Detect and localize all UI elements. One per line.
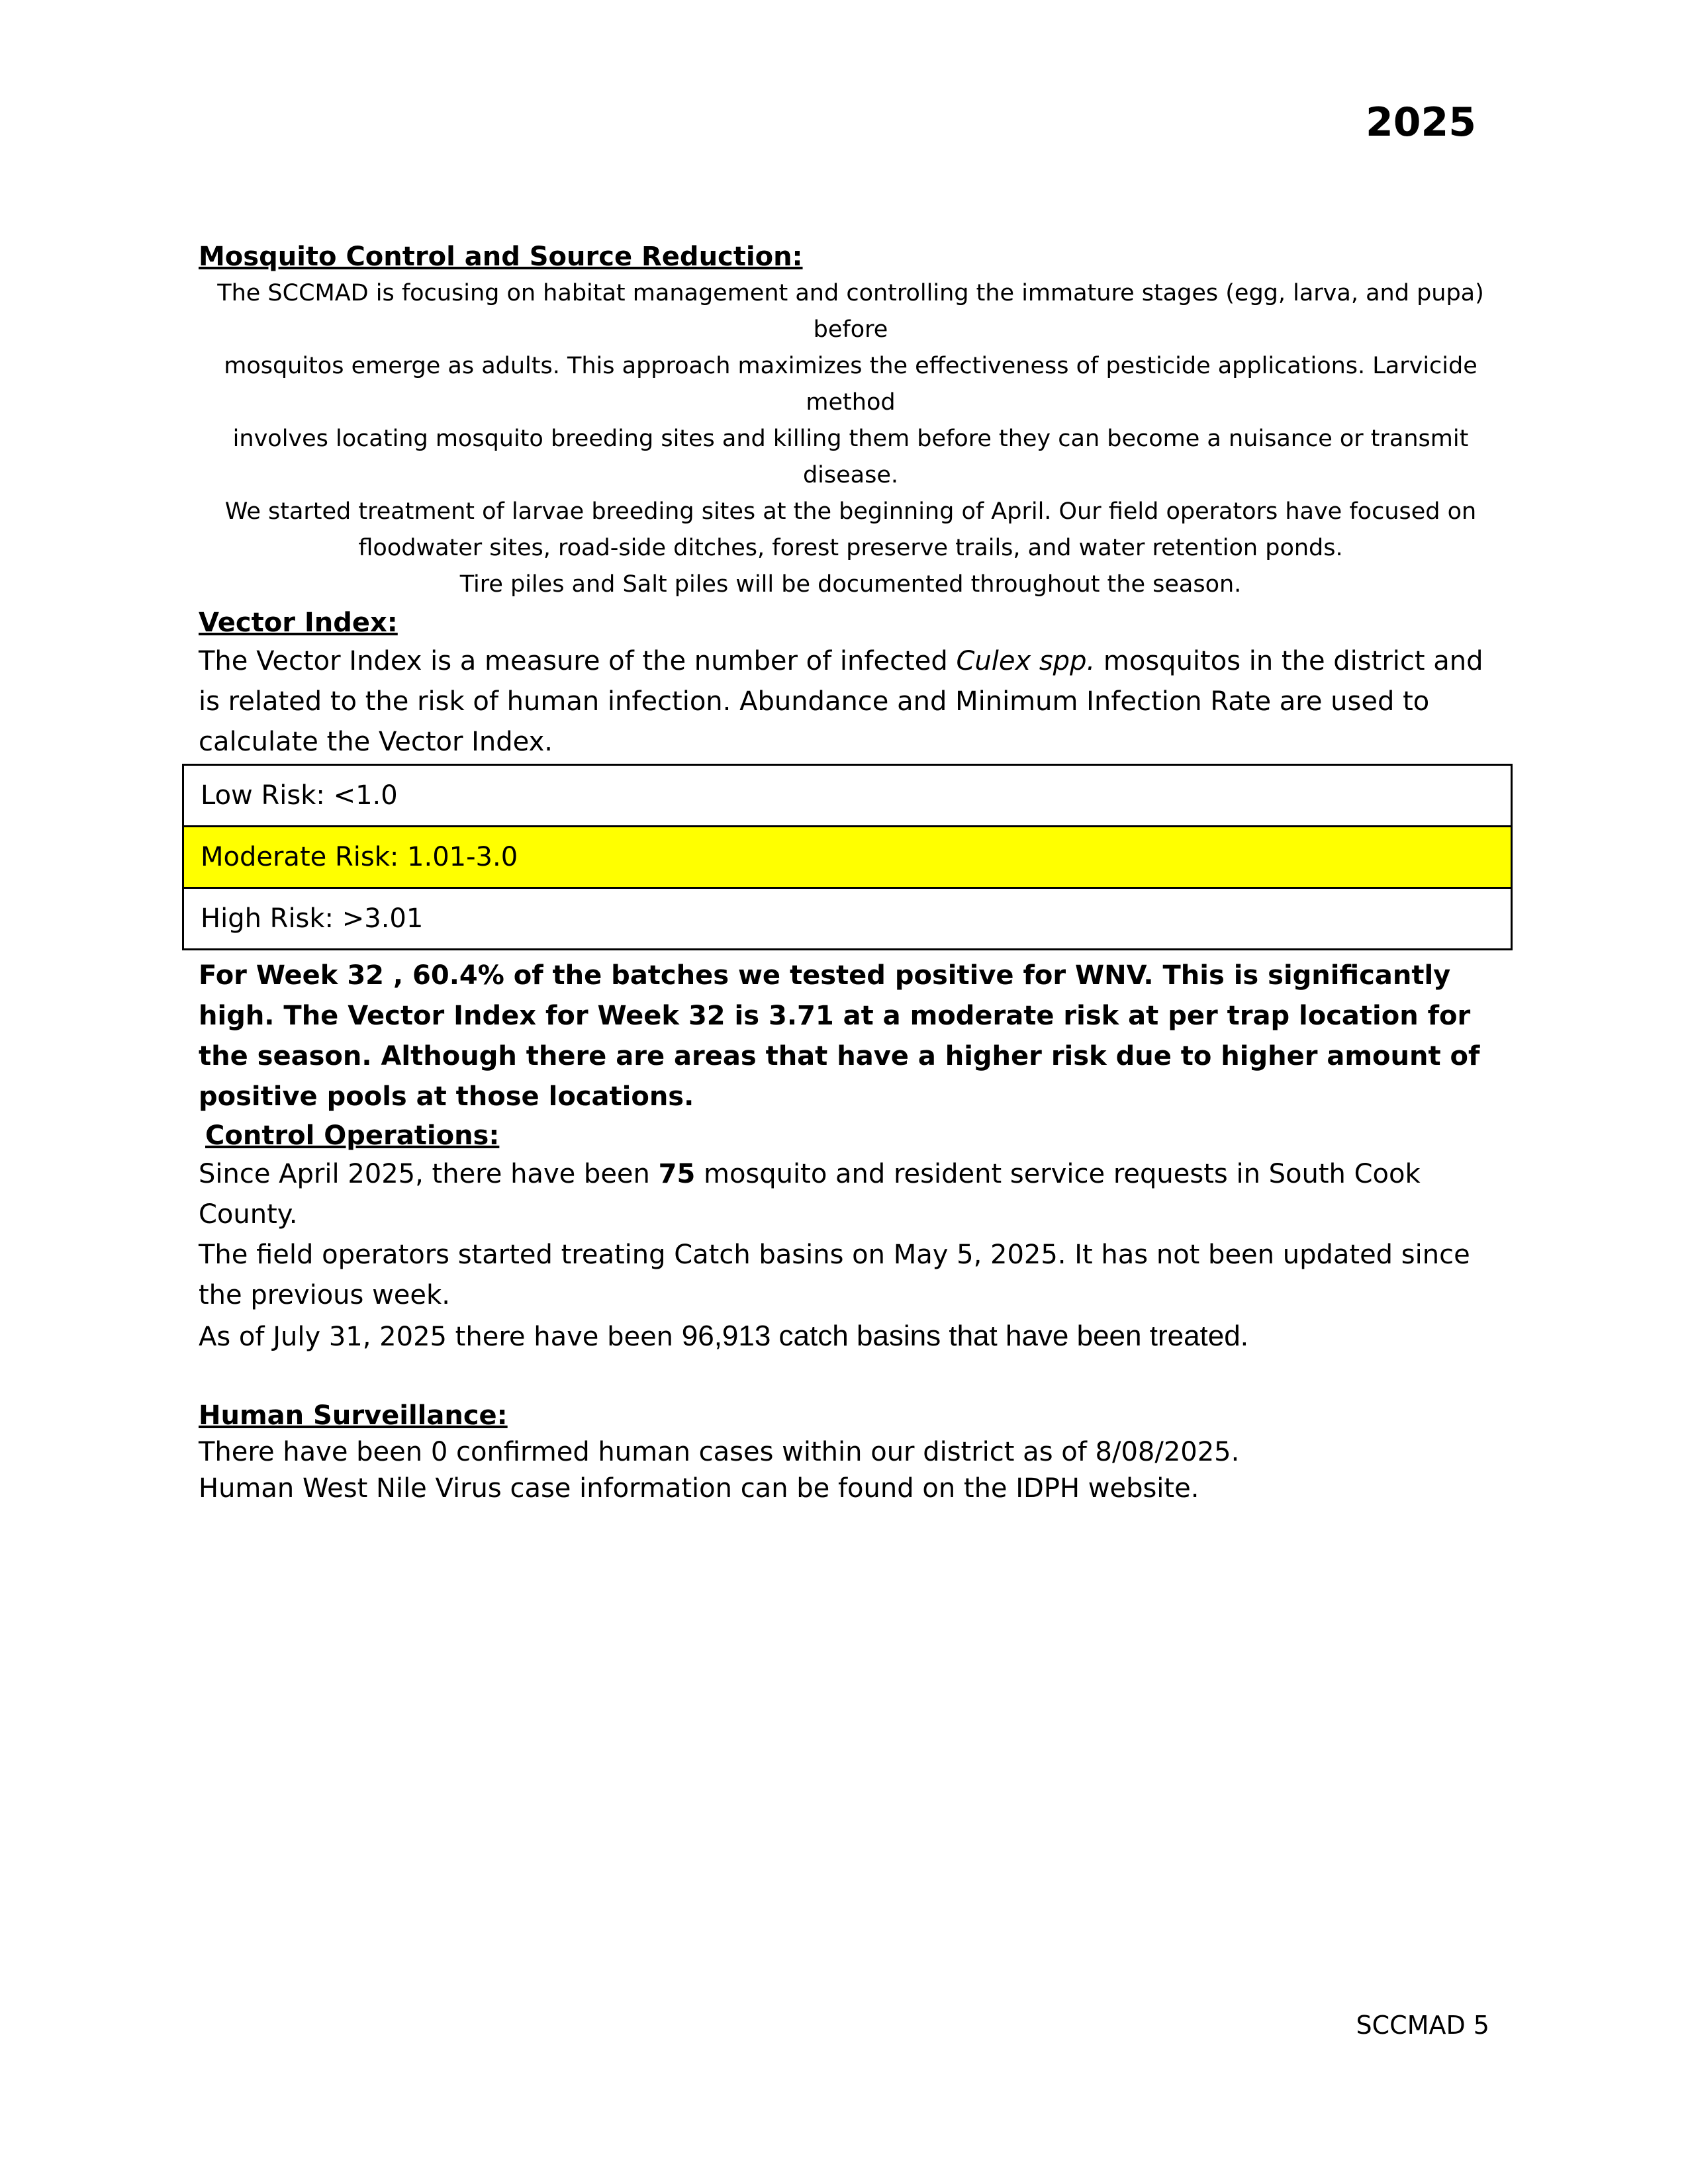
risk-low-label: Low Risk: <1.0 <box>183 765 1512 827</box>
mosquito-control-line-4: We started treatment of larvae breeding sites at the beginning of April. Our field operators have focused on <box>224 498 1477 525</box>
control-operations-heading: Control Operations: <box>205 1120 500 1151</box>
treated-after: catch basins that have been treated. <box>771 1320 1248 1352</box>
risk-moderate-label: Moderate Risk: 1.01-3.0 <box>183 827 1512 888</box>
treated-count: 96,913 <box>681 1320 771 1352</box>
vector-index-text-before: The Vector Index is a measure of the number of infected <box>199 646 957 676</box>
report-year: 2025 <box>1366 99 1476 146</box>
risk-row-high <box>183 888 1512 950</box>
risk-row-moderate <box>183 827 1512 888</box>
mosquito-control-line-1: The SCCMAD is focusing on habitat management and controlling the immature stages (egg, larva, and pupa) before <box>217 280 1484 343</box>
risk-row-low <box>183 765 1512 827</box>
mosquito-control-line-3: involves locating mosquito breeding sites and killing them before they can become a nuisance or transmit disease. <box>232 426 1469 488</box>
service-requests-before: Since April 2025, there have been <box>199 1159 659 1189</box>
week-summary: For Week 32 , 60.4% of the batches we tested positive for WNV. This is significantly high. The Vector Index for Week 32 is 3.71 at a moderate risk at per trap location for the season. Although there are areas that have a higher risk due to higher amount of positive pools at those locations. <box>199 960 1480 1112</box>
page-content <box>199 238 1509 1507</box>
service-requests-after: mosquito and resident service requests in South Cook County. <box>199 1159 1421 1230</box>
treated-before: As of July 31, 2025 there have been <box>199 1322 682 1352</box>
human-surveillance-heading: Human Surveillance: <box>199 1400 508 1431</box>
page-footer: SCCMAD 5 <box>1356 2011 1489 2040</box>
service-requests-text <box>199 1154 1509 1235</box>
mosquito-control-line-2: mosquitos emerge as adults. This approach maximizes the effectiveness of pesticide applications. Larvicide method <box>224 353 1477 416</box>
idph-info-text: Human West Nile Virus case information can be found on the IDPH website. <box>199 1473 1199 1504</box>
vector-index-heading: Vector Index: <box>199 608 398 638</box>
treated-basins-text <box>199 1316 1509 1357</box>
mosquito-control-line-6: Tire piles and Salt piles will be documented throughout the season. <box>459 571 1242 598</box>
vector-index-text-after: mosquitos in the district and is related to the risk of human infection. Abundance and Minimum Infection Rate are used to calculate the Vector Index. <box>199 646 1483 757</box>
risk-table <box>182 764 1513 950</box>
vector-index-species: Culex spp. <box>956 646 1096 676</box>
human-cases-text: There have been 0 confirmed human cases within our district as of 8/08/2025. <box>199 1437 1240 1467</box>
service-requests-count: 75 <box>658 1159 696 1189</box>
risk-high-label: High Risk: >3.01 <box>183 888 1512 950</box>
vector-index-description <box>199 641 1509 762</box>
catch-basins-text: The field operators started treating Catch basins on May 5, 2025. It has not been updated since the previous week. <box>199 1240 1470 1310</box>
mosquito-control-line-5: floodwater sites, road-side ditches, forest preserve trails, and water retention ponds. <box>358 535 1343 561</box>
section-spacer <box>199 1357 1509 1397</box>
mosquito-control-heading: Mosquito Control and Source Reduction: <box>199 242 803 272</box>
